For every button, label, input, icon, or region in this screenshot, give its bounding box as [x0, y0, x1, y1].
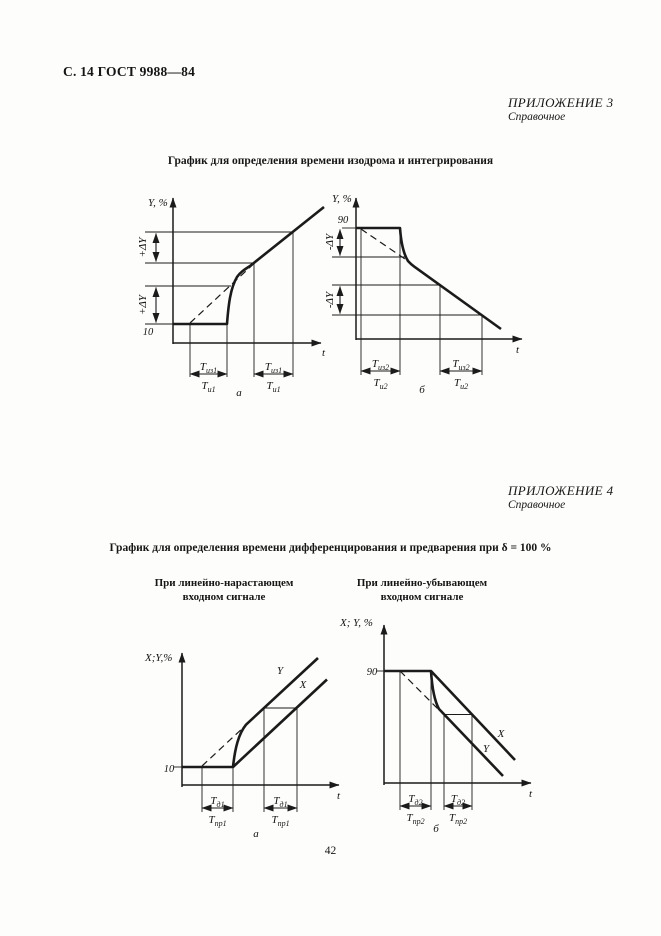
start-value: 90 — [337, 215, 349, 226]
span1-bottom-label: $Т_{пр2}$ — [406, 812, 425, 826]
span2-top-label: $Т_{из1}$ — [264, 361, 283, 375]
span1-top-label: $Т_{из2}$ — [371, 358, 390, 372]
appendix4-heading — [508, 484, 614, 512]
output-signal-y — [431, 671, 503, 776]
x-axis-label: t — [337, 790, 341, 802]
input-signal-x — [384, 671, 515, 760]
page-number: 42 — [324, 845, 337, 857]
curve-x-label: X — [497, 728, 505, 740]
curve-x-label: X — [299, 679, 307, 691]
reference-lines — [377, 671, 472, 810]
tangent-dashed-line — [190, 264, 254, 324]
appendix4-label: ПРИЛОЖЕНИЕ 4 — [508, 483, 614, 498]
span2-bottom-label: $Т_{пр1}$ — [271, 814, 290, 828]
graph-isodrome-falling — [324, 185, 535, 400]
graph-caption: б — [433, 823, 439, 835]
appendix3-label: ПРИЛОЖЕНИЕ 3 — [508, 95, 614, 110]
graph-caption: а — [253, 828, 259, 840]
span2-bottom-label: $Т_{и1}$ — [266, 380, 281, 394]
curve-y-label: Y — [276, 665, 284, 677]
response-curve — [356, 228, 501, 329]
graph-derivative-falling — [335, 610, 555, 840]
span1-bottom-label: $Т_{пр1}$ — [208, 814, 227, 828]
appendix3-heading — [508, 96, 614, 124]
graph-caption: б — [419, 384, 425, 396]
axes — [173, 198, 321, 344]
y-axis-label: Y, % — [332, 193, 352, 205]
response-curve — [173, 207, 324, 324]
x-axis-label: t — [322, 347, 326, 359]
curve-y-label: Y — [482, 743, 490, 755]
start-value: 90 — [366, 667, 378, 678]
page-header: С. 14 ГОСТ 9988—84 — [63, 64, 196, 79]
y-axis-label: X;Y,% — [145, 652, 173, 664]
output-signal-y — [233, 658, 318, 767]
right-condition: При линейно-убывающем входном сигнале — [356, 577, 488, 603]
span1-top-label: $Т_{д2}$ — [408, 793, 423, 807]
span2-top-label: $Т_{из2}$ — [452, 358, 470, 372]
span2-top-label: $Т_{д1}$ — [273, 795, 288, 809]
x-axis-label: t — [529, 788, 533, 800]
span2-bottom-label: $Т_{и2}$ — [453, 377, 469, 391]
span2-top-label: $Т_{д2}$ — [450, 793, 466, 807]
axes — [384, 625, 531, 785]
span1-top-label: $Т_{из1}$ — [199, 361, 218, 375]
axes — [356, 198, 522, 340]
delta-lower-label: +ΔY — [137, 295, 149, 315]
x-axis-label: t — [516, 344, 520, 356]
start-value: 10 — [142, 327, 154, 338]
y-axis-label: Y, % — [148, 197, 168, 209]
reference-lines — [332, 228, 482, 375]
appendix4-note: Справочное — [508, 499, 566, 511]
graph-derivative-rising — [143, 638, 358, 853]
appendix3-note: Справочное — [508, 111, 566, 123]
graph-caption: а — [236, 387, 242, 399]
tangent-dashed-line — [361, 229, 405, 259]
y-axis-label: X; Y, % — [340, 617, 373, 629]
span1-bottom-label: $Т_{и1}$ — [201, 380, 216, 394]
delta-lower-label: -ΔY — [324, 291, 336, 309]
delta-upper-label: +ΔY — [137, 237, 149, 258]
input-signal-x — [182, 680, 327, 768]
start-value: 10 — [163, 764, 175, 775]
span2-bottom-label: $Т_{пр2}$ — [448, 812, 468, 826]
appendix3-title: График для определения времени изодрома и интегрирования — [167, 155, 494, 167]
left-condition: При линейно-нарастающем входном сигнале — [154, 577, 294, 603]
delta-upper-label: -ΔY — [324, 233, 336, 251]
span1-bottom-label: $Т_{и2}$ — [373, 377, 388, 391]
appendix4-title: График для определения времени дифференцирования и предварения при δ = 100 % — [109, 542, 552, 554]
span1-top-label: $Т_{д1}$ — [210, 795, 225, 809]
graph-isodrome-rising — [138, 185, 338, 400]
